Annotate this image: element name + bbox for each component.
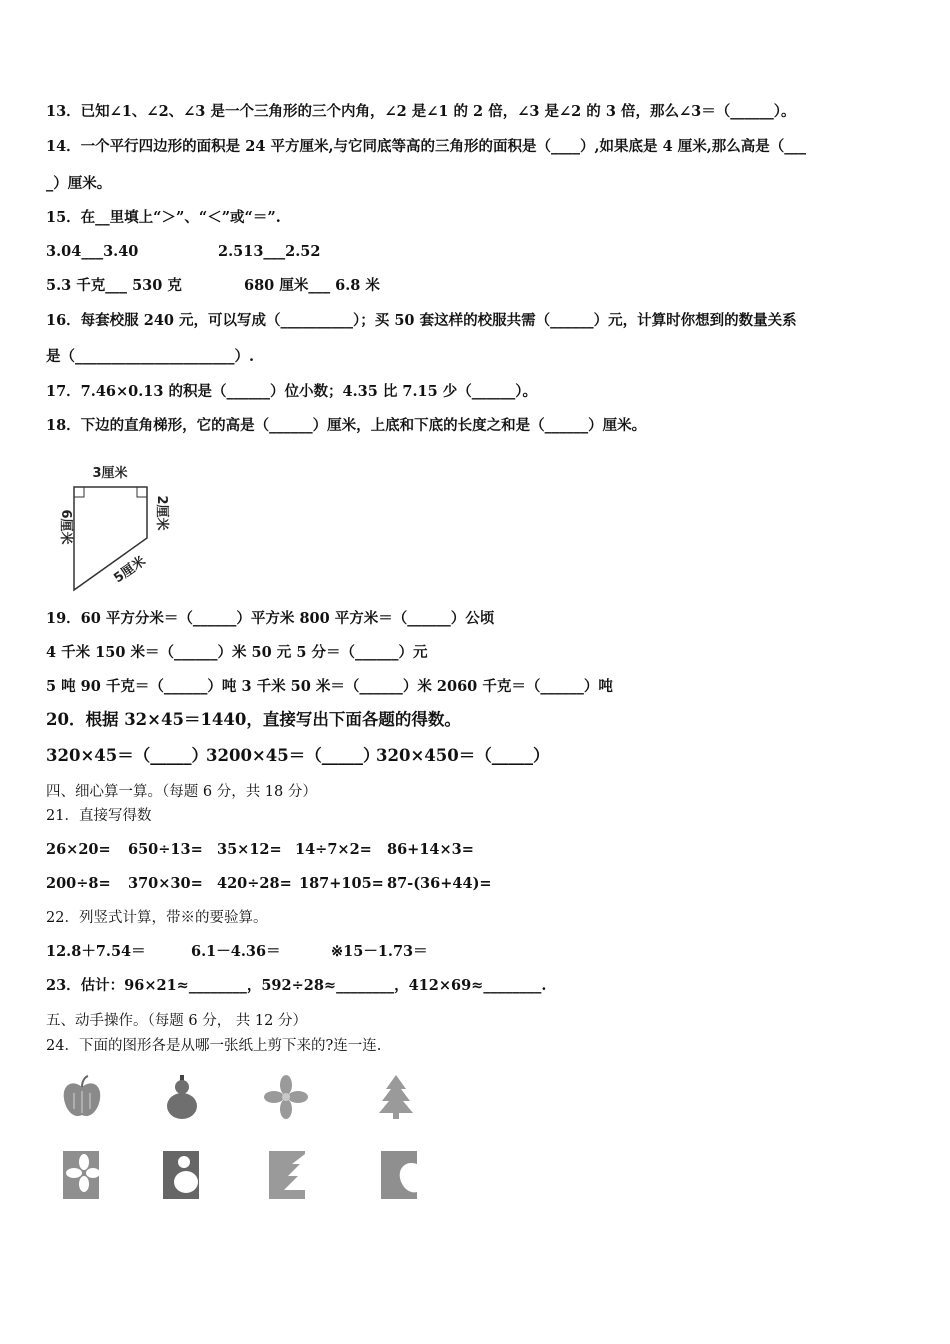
- oral-calc: 200÷8=: [46, 875, 111, 892]
- question-14-line2: _）厘米。: [46, 175, 112, 192]
- label-top: 3厘米: [92, 466, 128, 481]
- question-19-line2: 4 千米 150 米＝（______）米 50 元 5 分＝（______）元: [46, 644, 428, 661]
- question-20: 20．根据 32×45＝1440，直接写出下面各题的得数。: [46, 710, 461, 729]
- question-19-line1: 19．60 平方分米＝（______）平方米 800 平方米＝（______）公顷: [46, 610, 495, 627]
- question-14-line1: 14．一个平行四边形的面积是 24 平方厘米,与它同底等高的三角形的面积是（____）,如果底是 4 厘米,那么高是（___: [46, 138, 807, 155]
- question-15-row1: [46, 242, 320, 262]
- label-left: 6厘米: [58, 509, 73, 545]
- question-13: 13．已知∠1、∠2、∠3 是一个三角形的三个内角，∠2 是∠1 的 2 倍，∠3 是∠2 的 3 倍，那么∠3＝（______）。: [46, 103, 796, 120]
- right-angle-mark: [74, 487, 84, 497]
- oral-calc: 650÷13=: [128, 841, 203, 858]
- section-5-heading: 五、动手操作。（每题 6 分， 共 12 分）: [46, 1013, 307, 1029]
- compare-item: 3.04___3.40: [46, 243, 139, 260]
- compare-item: 680 厘米___ 6.8 米: [244, 277, 380, 294]
- question-22-items: [46, 942, 428, 962]
- question-23: 23．估计：96×21≈________，592÷28≈________，412×69≈________.: [46, 977, 547, 994]
- paper-flower-cut-icon[interactable]: [62, 1150, 100, 1200]
- question-19-line3: 5 吨 90 千克＝（______）吨 3 千米 50 米＝（______）米 2060 千克＝（______）吨: [46, 678, 613, 695]
- question-21-row1: [46, 840, 474, 860]
- gourd-icon[interactable]: [160, 1073, 204, 1121]
- question-22: 22．列竖式计算，带※的要验算。: [46, 910, 268, 926]
- calc-item: 320×45＝（_____）: [46, 746, 208, 765]
- oral-calc: 370×30=: [128, 875, 203, 892]
- oral-calc: 86+14×3=: [387, 841, 474, 858]
- question-16-line2: 是（______________________）.: [46, 348, 255, 365]
- oral-calc: 26×20=: [46, 841, 111, 858]
- paper-apple-cut-icon[interactable]: [380, 1150, 418, 1200]
- oral-calc: 187+105=: [299, 875, 384, 892]
- oral-calc: 87-(36+44)=: [387, 875, 492, 892]
- calc-item: 3200×45＝（_____）: [206, 746, 380, 765]
- vertical-calc: 12.8＋7.54＝: [46, 943, 146, 960]
- question-21-row2: [46, 874, 492, 894]
- paper-tree-cut-icon[interactable]: [268, 1150, 306, 1200]
- question-20-items: [46, 746, 549, 766]
- oral-calc: 14÷7×2=: [295, 841, 372, 858]
- question-24: 24．下面的图形各是从哪一张纸上剪下来的?连一连.: [46, 1038, 382, 1054]
- question-21: 21．直接写得数: [46, 808, 152, 824]
- apple-icon[interactable]: [58, 1073, 106, 1121]
- compare-item: 2.513___2.52: [218, 243, 321, 260]
- calc-item: 320×450＝（_____）: [376, 746, 550, 765]
- vertical-calc: 6.1－4.36＝: [191, 943, 281, 960]
- oral-calc: 35×12=: [217, 841, 282, 858]
- right-trapezoid-figure: [48, 455, 178, 595]
- section-4-heading: 四、细心算一算。（每题 6 分，共 18 分）: [46, 784, 317, 800]
- flower-icon[interactable]: [262, 1073, 310, 1121]
- question-18: 18．下边的直角梯形，它的高是（______）厘米，上底和下底的长度之和是（______）厘米。: [46, 417, 647, 434]
- question-16-line1: 16．每套校服 240 元，可以写成（__________）；买 50 套这样的校服共需（______）元，计算时你想到的数量关系: [46, 312, 797, 329]
- tree-icon[interactable]: [374, 1073, 418, 1121]
- compare-item: 5.3 千克___ 530 克: [46, 277, 182, 294]
- question-15: 15．在__里填上“＞”、“＜”或“＝”.: [46, 209, 281, 226]
- paper-gourd-cut-icon[interactable]: [162, 1150, 200, 1200]
- question-15-row2: [46, 276, 380, 296]
- vertical-calc: ※15－1.73＝: [331, 943, 428, 960]
- question-17: 17．7.46×0.13 的积是（______）位小数；4.35 比 7.15 少（______）。: [46, 383, 538, 400]
- label-slant: 5厘米: [111, 553, 149, 587]
- right-angle-mark: [137, 487, 147, 497]
- label-right: 2厘米: [154, 495, 169, 531]
- oral-calc: 420÷28=: [217, 875, 292, 892]
